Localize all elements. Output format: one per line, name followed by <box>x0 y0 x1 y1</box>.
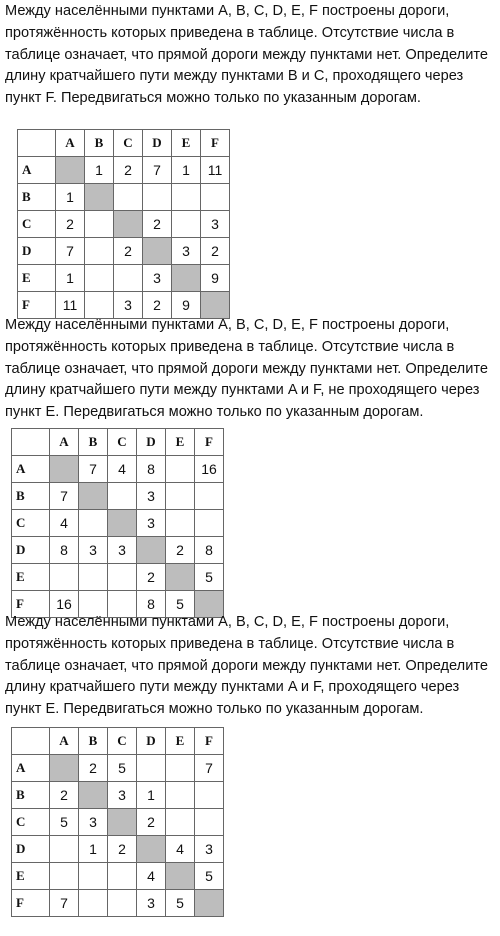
column-header: F <box>195 429 224 456</box>
distance-cell: 8 <box>137 591 166 618</box>
diagonal-cell <box>85 184 114 211</box>
table-row <box>18 265 230 292</box>
column-header: B <box>79 728 108 755</box>
distance-cell: 4 <box>108 456 137 483</box>
problem-text-line: пункт E. Передвигаться можно только по указанным дорогам. <box>5 701 424 718</box>
distance-cell: 2 <box>79 755 108 782</box>
table-row <box>12 890 224 917</box>
distance-table-2 <box>11 428 224 618</box>
problem-1 <box>0 1 500 110</box>
column-header: B <box>79 429 108 456</box>
distance-cell: 4 <box>50 510 79 537</box>
distance-cell: 11 <box>56 292 85 319</box>
corner-cell <box>18 130 56 157</box>
distance-cell: 7 <box>56 238 85 265</box>
column-header: F <box>195 728 224 755</box>
distance-cell <box>143 184 172 211</box>
row-header: D <box>18 238 56 265</box>
problem-3-text <box>5 612 500 721</box>
distance-cell <box>166 510 195 537</box>
row-header: F <box>12 591 50 618</box>
distance-cell: 7 <box>195 755 224 782</box>
distance-cell: 3 <box>79 809 108 836</box>
distance-cell: 1 <box>79 836 108 863</box>
row-header: E <box>18 265 56 292</box>
distance-cell <box>172 184 201 211</box>
distance-cell <box>166 782 195 809</box>
table-row <box>12 755 224 782</box>
distance-cell: 4 <box>166 836 195 863</box>
column-header: D <box>137 429 166 456</box>
distance-table-1 <box>17 129 230 319</box>
distance-cell: 3 <box>201 211 230 238</box>
distance-cell: 3 <box>137 510 166 537</box>
distance-cell <box>195 809 224 836</box>
problem-text-line: Между населёнными пунктами A, B, C, D, E, F построены дороги, <box>5 3 450 19</box>
problem-text-line: таблице означает, что прямой дороги между пунктами нет. Определите <box>5 46 488 63</box>
problem-text-line: таблице означает, что прямой дороги между пунктами нет. Определите <box>5 360 488 377</box>
table-row <box>12 537 224 564</box>
row-header: C <box>12 510 50 537</box>
diagonal-cell <box>79 782 108 809</box>
distance-cell: 2 <box>114 157 143 184</box>
distance-cell <box>114 265 143 292</box>
distance-table-3 <box>11 727 224 917</box>
distance-cell: 1 <box>137 782 166 809</box>
distance-cell <box>50 836 79 863</box>
diagonal-cell <box>166 863 195 890</box>
distance-cell: 2 <box>143 292 172 319</box>
distance-cell: 2 <box>108 836 137 863</box>
distance-cell <box>195 510 224 537</box>
distance-cell: 3 <box>108 537 137 564</box>
corner-cell <box>12 429 50 456</box>
distance-cell <box>79 863 108 890</box>
distance-cell: 3 <box>137 890 166 917</box>
column-header: D <box>143 130 172 157</box>
distance-cell: 2 <box>137 564 166 591</box>
distance-cell: 2 <box>56 211 85 238</box>
distance-cell <box>201 184 230 211</box>
column-header: E <box>172 130 201 157</box>
table-row <box>12 483 224 510</box>
distance-cell: 5 <box>195 564 224 591</box>
distance-cell: 5 <box>166 591 195 618</box>
diagonal-cell <box>50 456 79 483</box>
column-header: E <box>166 429 195 456</box>
diagonal-cell <box>166 564 195 591</box>
problem-text-line: протяжённость которых приведена в таблице. Отсутствие числа в <box>5 635 455 652</box>
distance-cell: 11 <box>201 157 230 184</box>
table-row <box>18 238 230 265</box>
table-row <box>18 211 230 238</box>
table-row <box>18 184 230 211</box>
row-header: B <box>12 782 50 809</box>
distance-cell <box>85 211 114 238</box>
table-row <box>12 863 224 890</box>
distance-cell: 2 <box>166 537 195 564</box>
distance-cell <box>166 755 195 782</box>
column-header: C <box>114 130 143 157</box>
table-row <box>18 157 230 184</box>
diagonal-cell <box>56 157 85 184</box>
column-header: B <box>85 130 114 157</box>
distance-cell <box>172 211 201 238</box>
table-row <box>12 510 224 537</box>
column-header: C <box>108 429 137 456</box>
diagonal-cell <box>50 755 79 782</box>
problem-text-line: пункт F. Передвигаться можно только по указанным дорогам. <box>5 90 421 107</box>
table-row <box>12 782 224 809</box>
distance-cell: 9 <box>172 292 201 319</box>
distance-cell <box>85 265 114 292</box>
table-row <box>12 456 224 483</box>
distance-cell: 1 <box>172 157 201 184</box>
row-header: C <box>12 809 50 836</box>
diagonal-cell <box>108 510 137 537</box>
row-header: F <box>12 890 50 917</box>
distance-cell: 8 <box>195 537 224 564</box>
problem-text-line: протяжённость которых приведена в таблице. Отсутствие числа в <box>5 24 455 41</box>
distance-cell: 3 <box>114 292 143 319</box>
column-header: C <box>108 728 137 755</box>
distance-cell: 5 <box>195 863 224 890</box>
column-header: F <box>201 130 230 157</box>
diagonal-cell <box>172 265 201 292</box>
distance-cell: 7 <box>50 890 79 917</box>
column-header: A <box>50 429 79 456</box>
distance-cell: 16 <box>50 591 79 618</box>
distance-cell <box>195 782 224 809</box>
distance-cell: 3 <box>195 836 224 863</box>
row-header: A <box>18 157 56 184</box>
problem-text-line: длину кратчайшего пути между пунктами A и F, не проходящего через <box>5 382 480 399</box>
distance-cell: 1 <box>56 265 85 292</box>
distance-cell: 2 <box>114 238 143 265</box>
distance-cell: 2 <box>201 238 230 265</box>
distance-cell <box>137 755 166 782</box>
diagonal-cell <box>137 836 166 863</box>
table-row <box>12 836 224 863</box>
column-header: A <box>50 728 79 755</box>
distance-cell: 9 <box>201 265 230 292</box>
distance-cell: 5 <box>50 809 79 836</box>
problem-text-line: Между населёнными пунктами A, B, C, D, E, F построены дороги, <box>5 317 450 333</box>
distance-cell: 8 <box>137 456 166 483</box>
distance-cell: 7 <box>79 456 108 483</box>
column-header: E <box>166 728 195 755</box>
row-header: A <box>12 456 50 483</box>
corner-cell <box>12 728 50 755</box>
distance-cell <box>108 890 137 917</box>
diagonal-cell <box>143 238 172 265</box>
column-header: A <box>56 130 85 157</box>
distance-cell: 3 <box>143 265 172 292</box>
table-header-row <box>12 728 224 755</box>
distance-cell <box>79 510 108 537</box>
table-row <box>12 564 224 591</box>
row-header: F <box>18 292 56 319</box>
distance-cell <box>50 863 79 890</box>
row-header: D <box>12 537 50 564</box>
row-header: D <box>12 836 50 863</box>
diagonal-cell <box>137 537 166 564</box>
distance-cell <box>85 238 114 265</box>
distance-cell <box>50 564 79 591</box>
distance-cell <box>108 483 137 510</box>
distance-cell: 3 <box>108 782 137 809</box>
distance-cell: 1 <box>56 184 85 211</box>
diagonal-cell <box>108 809 137 836</box>
distance-cell <box>114 184 143 211</box>
row-header: C <box>18 211 56 238</box>
diagonal-cell <box>79 483 108 510</box>
distance-cell <box>166 456 195 483</box>
distance-cell: 1 <box>85 157 114 184</box>
distance-cell: 7 <box>50 483 79 510</box>
problem-text-line: таблице означает, что прямой дороги между пунктами нет. Определите <box>5 657 488 674</box>
problem-text-line: протяжённость которых приведена в таблице. Отсутствие числа в <box>5 338 455 355</box>
distance-cell <box>79 890 108 917</box>
distance-cell: 3 <box>172 238 201 265</box>
distance-cell: 5 <box>108 755 137 782</box>
problem-2-text <box>5 315 500 424</box>
table-header-row <box>18 130 230 157</box>
row-header: E <box>12 863 50 890</box>
row-header: B <box>18 184 56 211</box>
table-row <box>12 809 224 836</box>
problem-1-text <box>5 1 500 110</box>
row-header: E <box>12 564 50 591</box>
distance-cell <box>166 809 195 836</box>
diagonal-cell <box>195 890 224 917</box>
distance-cell: 2 <box>143 211 172 238</box>
distance-cell: 16 <box>195 456 224 483</box>
row-header: A <box>12 755 50 782</box>
distance-cell <box>166 483 195 510</box>
distance-cell <box>79 564 108 591</box>
problem-text-line: длину кратчайшего пути между пунктами B и C, проходящего через <box>5 68 464 85</box>
diagonal-cell <box>114 211 143 238</box>
distance-cell <box>108 863 137 890</box>
distance-cell: 4 <box>137 863 166 890</box>
problem-text-line: пункт E. Передвигаться можно только по указанным дорогам. <box>5 404 424 421</box>
distance-cell: 2 <box>50 782 79 809</box>
distance-cell <box>108 564 137 591</box>
problem-2 <box>0 315 500 424</box>
distance-cell <box>195 483 224 510</box>
distance-cell: 3 <box>79 537 108 564</box>
table-header-row <box>12 429 224 456</box>
distance-cell: 5 <box>166 890 195 917</box>
problem-3 <box>0 612 500 721</box>
column-header: D <box>137 728 166 755</box>
distance-cell: 2 <box>137 809 166 836</box>
row-header: B <box>12 483 50 510</box>
problem-text-line: длину кратчайшего пути между пунктами A и F, проходящего через <box>5 679 460 696</box>
distance-cell: 3 <box>137 483 166 510</box>
problem-text-line: Между населёнными пунктами A, B, C, D, E, F построены дороги, <box>5 614 450 630</box>
distance-cell: 8 <box>50 537 79 564</box>
distance-cell: 7 <box>143 157 172 184</box>
